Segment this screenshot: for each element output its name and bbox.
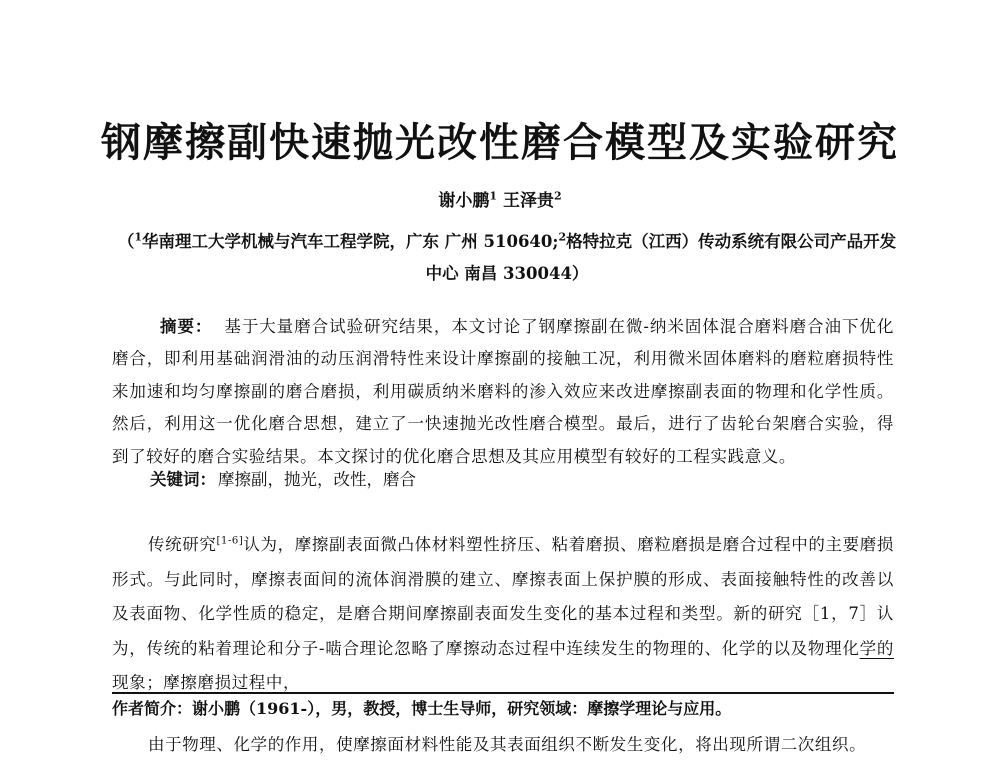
- keywords-text: 摩擦副，抛光，改性，磨合: [218, 470, 416, 489]
- abstract-text: 基于大量磨合试验研究结果，本文讨论了钢摩擦副在微-纳米固体混合磨料磨合油下优化磨合，即利用基础润滑油的动压润滑特性来设计摩擦副的接触工况，利用微米固体磨料的磨粒磨损特性来加速和均匀摩擦副的磨合磨损，利用碳质纳米磨料的渗入效应来改进摩擦副表面的物理和化学性质。然后，利用这一优化磨合思想，建立了一快速抛光改性磨合模型。最后，进行了齿轮台架磨合实验，得到了较好的磨合实验结果。本文探讨的优化磨合思想及其应用模型有较好的工程实践意义。: [112, 317, 894, 466]
- author-name: 谢小鹏: [438, 191, 490, 211]
- affiliation-mark: 2: [558, 230, 567, 244]
- footnote-text: 谢小鹏（1961-），男，教授，博士生导师，研究领域：摩擦学理论与应用。: [192, 699, 732, 718]
- paper-title: 钢摩擦副快速抛光改性磨合模型及实验研究: [101, 120, 899, 166]
- affiliation-1: 华南理工大学机械与汽车工程学院，广东 广州 510640;: [142, 232, 559, 251]
- underlined-text: 学的现象；摩擦磨损: [112, 638, 894, 692]
- body-text-start: 传统研究: [148, 535, 217, 554]
- footnote-label: 作者简介：: [112, 699, 193, 718]
- continued-paragraph: 由于物理、化学的作用，使摩擦面材料性能及其表面组织不断发生变化，将出现所谓二次组织。: [148, 735, 867, 754]
- body-text-end: 过程中，: [231, 673, 301, 692]
- body-paragraph: [112, 528, 894, 701]
- author-line: [0, 190, 1000, 212]
- affiliation-open-paren: （: [117, 232, 135, 251]
- affiliation-2: 格特拉克（江西）传动系统有限公司产品开发中心 南昌 330044）: [425, 232, 897, 283]
- affiliation-mark: 1: [134, 230, 143, 244]
- abstract-label: 摘要：: [160, 317, 213, 336]
- author-footnote: [112, 692, 894, 721]
- affiliation-mark: 2: [553, 189, 562, 203]
- affiliation-block: [112, 226, 902, 290]
- keywords-label: 关键词：: [150, 470, 216, 489]
- keywords-line: [150, 466, 416, 494]
- author-name: 王泽贵: [502, 191, 554, 211]
- affiliation-mark: 1: [489, 189, 498, 203]
- citation-marker: [1-6]: [216, 535, 244, 547]
- body-text-main: 认为，摩擦副表面微凸体材料塑性挤压、粘着磨损、磨粒磨损是磨合过程中的主要磨损形式。与此同时，摩擦表面间的流体润滑膜的建立、摩擦表面上保护膜的形成、表面接触特性的改善以及表面物、化学性质的稳定，是磨合期间摩擦副表面发生变化的基本过程和类型。新的研究［1，7］认为，传统的粘着理论和分子-啮合理论忽略了摩擦动态过程中连续发生的物理的、化学的以及物理化: [112, 535, 894, 658]
- abstract-paragraph: [112, 311, 894, 473]
